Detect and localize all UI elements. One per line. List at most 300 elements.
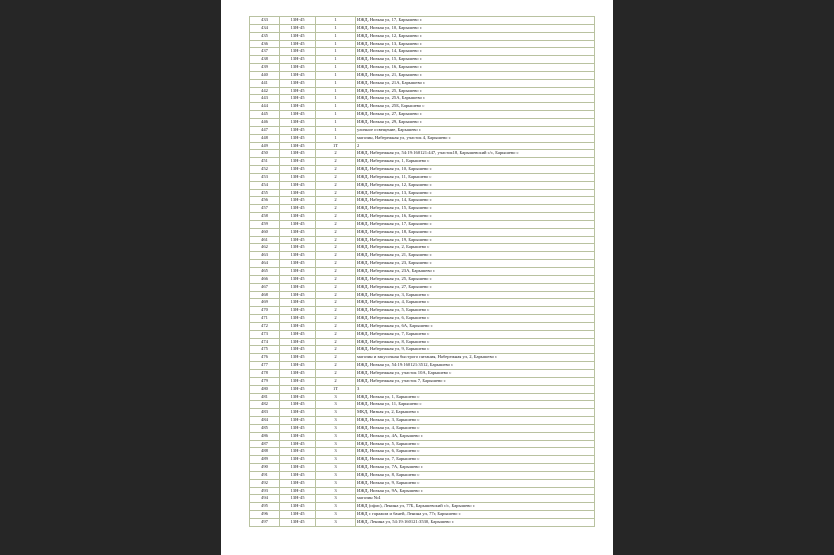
table-row: [250, 197, 595, 205]
line-number-cell: 3: [316, 393, 356, 401]
feeder-code-cell: 13Н-45: [280, 354, 316, 362]
row-number-cell: 457: [250, 205, 280, 213]
row-number-cell: 437: [250, 48, 280, 56]
address-cell: ИЖД с гаражом и баней, Ленина ул, 77г, Барышево с: [356, 511, 595, 519]
feeder-code-cell: 13Н-45: [280, 126, 316, 134]
line-number-cell: 1: [316, 134, 356, 142]
address-cell: ИЖД, Набережная ул, 19, Барышево с: [356, 236, 595, 244]
feeder-code-cell: 13Н-45: [280, 291, 316, 299]
table-row: [250, 479, 595, 487]
row-number-cell: 436: [250, 40, 280, 48]
line-number-cell: 2: [316, 236, 356, 244]
row-number-cell: 473: [250, 330, 280, 338]
address-cell: ИЖД, Набережная ул, 13, Барышево с: [356, 189, 595, 197]
row-number-cell: 451: [250, 158, 280, 166]
feeder-code-cell: 13Н-45: [280, 252, 316, 260]
feeder-code-cell: 13Н-45: [280, 338, 316, 346]
line-number-cell: 3: [316, 417, 356, 425]
address-cell: ИЖД, Набережная ул, 21, Барышево с: [356, 252, 595, 260]
feeder-code-cell: 13Н-45: [280, 511, 316, 519]
address-cell: магазин, Набережная ул, участок 4, Барышево с: [356, 134, 595, 142]
feeder-code-cell: 13Н-45: [280, 299, 316, 307]
row-number-cell: 486: [250, 432, 280, 440]
table-row: [250, 471, 595, 479]
line-number-cell: 2: [316, 283, 356, 291]
line-number-cell: 1Т: [316, 142, 356, 150]
address-cell: ИЖД, Низкая ул, 9, Барышево с: [356, 479, 595, 487]
table-row: [250, 56, 595, 64]
address-cell: ИЖД, Низкая ул, 17, Барышево с: [356, 17, 595, 25]
feeder-code-cell: 13Н-45: [280, 166, 316, 174]
line-number-cell: 2: [316, 315, 356, 323]
line-number-cell: 3: [316, 456, 356, 464]
line-number-cell: 2: [316, 158, 356, 166]
line-number-cell: 2: [316, 338, 356, 346]
address-cell: ИЖД, Набережная ул, 23А, Барышево с: [356, 268, 595, 276]
table-row: [250, 173, 595, 181]
table-row: [250, 495, 595, 503]
line-number-cell: 3: [316, 448, 356, 456]
row-number-cell: 471: [250, 315, 280, 323]
row-number-cell: 470: [250, 307, 280, 315]
row-number-cell: 454: [250, 181, 280, 189]
feeder-code-cell: 13Н-45: [280, 103, 316, 111]
line-number-cell: 2: [316, 291, 356, 299]
feeder-code-cell: 13Н-45: [280, 40, 316, 48]
line-number-cell: 1: [316, 95, 356, 103]
table-row: [250, 118, 595, 126]
address-cell: ИЖД, Набережная ул, 4, Барышево с: [356, 299, 595, 307]
line-number-cell: 2: [316, 197, 356, 205]
row-number-cell: 497: [250, 519, 280, 527]
table-row: [250, 236, 595, 244]
row-number-cell: 446: [250, 118, 280, 126]
address-cell: ИЖД, Набережная ул, 54:19:160121:447, участок18, Барышевский с/с, Барышево с: [356, 150, 595, 158]
feeder-code-cell: 13Н-45: [280, 17, 316, 25]
table-row: [250, 464, 595, 472]
row-number-cell: 458: [250, 213, 280, 221]
table-row: [250, 519, 595, 527]
line-number-cell: 1: [316, 87, 356, 95]
row-number-cell: 479: [250, 377, 280, 385]
table-row: [250, 24, 595, 32]
line-number-cell: 2: [316, 268, 356, 276]
line-number-cell: 1: [316, 111, 356, 119]
feeder-code-cell: 13Н-45: [280, 519, 316, 527]
feeder-code-cell: 13Н-45: [280, 385, 316, 393]
address-cell: ИЖД, Набережная ул, 23, Барышево с: [356, 260, 595, 268]
line-number-cell: 2: [316, 181, 356, 189]
line-number-cell: 1: [316, 56, 356, 64]
feeder-code-cell: 13Н-45: [280, 48, 316, 56]
table-row: [250, 244, 595, 252]
line-number-cell: 2: [316, 173, 356, 181]
row-number-cell: 434: [250, 24, 280, 32]
table-row: [250, 260, 595, 268]
feeder-code-cell: 13Н-45: [280, 150, 316, 158]
row-number-cell: 455: [250, 189, 280, 197]
address-cell: ИЖД, Набережная ул, 12, Барышево с: [356, 181, 595, 189]
line-number-cell: 2: [316, 369, 356, 377]
line-number-cell: 3: [316, 495, 356, 503]
table-row: [250, 346, 595, 354]
line-number-cell: 2: [316, 275, 356, 283]
row-number-cell: 467: [250, 283, 280, 291]
row-number-cell: 493: [250, 487, 280, 495]
address-cell: ИЖД, Низкая ул, 5, Барышево с: [356, 440, 595, 448]
row-number-cell: 474: [250, 338, 280, 346]
line-number-cell: 3: [316, 432, 356, 440]
table-row: [250, 40, 595, 48]
address-cell: ИЖД, Набережная ул, 11, Барышево с: [356, 173, 595, 181]
table-row: [250, 315, 595, 323]
line-number-cell: 3: [316, 440, 356, 448]
line-number-cell: 3: [316, 487, 356, 495]
address-cell: уличное освещение, Барышево с: [356, 126, 595, 134]
line-number-cell: 1: [316, 24, 356, 32]
feeder-code-cell: 13Н-45: [280, 440, 316, 448]
feeder-code-cell: 13Н-45: [280, 464, 316, 472]
line-number-cell: 1: [316, 64, 356, 72]
row-number-cell: 483: [250, 409, 280, 417]
line-number-cell: 1: [316, 48, 356, 56]
feeder-code-cell: 13Н-45: [280, 79, 316, 87]
row-number-cell: 495: [250, 503, 280, 511]
table-row: [250, 268, 595, 276]
feeder-code-cell: 13Н-45: [280, 111, 316, 119]
table-row: [250, 158, 595, 166]
address-cell: ИЖД, Набережная ул, 5, Барышево с: [356, 307, 595, 315]
line-number-cell: 3: [316, 479, 356, 487]
feeder-code-cell: 13Н-45: [280, 220, 316, 228]
table-row: [250, 71, 595, 79]
table-row: [250, 150, 595, 158]
feeder-code-cell: 13Н-45: [280, 432, 316, 440]
feeder-code-cell: 13Н-45: [280, 24, 316, 32]
feeder-code-cell: 13Н-45: [280, 142, 316, 150]
row-number-cell: 440: [250, 71, 280, 79]
address-cell: ИЖД, Низкая ул, 4А, Барышево с: [356, 432, 595, 440]
row-number-cell: 463: [250, 252, 280, 260]
feeder-code-cell: 13Н-45: [280, 503, 316, 511]
address-cell: ИЖД, Низкая ул, 21, Барышево с: [356, 71, 595, 79]
address-cell: ИЖД, Набережная ул, 18, Барышево с: [356, 228, 595, 236]
document-page: [221, 0, 613, 555]
feeder-code-cell: 13Н-45: [280, 197, 316, 205]
address-cell: ИЖД, Набережная ул, 1, Барышево с: [356, 158, 595, 166]
table-row: [250, 126, 595, 134]
line-number-cell: 1: [316, 103, 356, 111]
table-row: [250, 401, 595, 409]
address-cell: ИЖД, Набережная ул, 6, Барышево с: [356, 315, 595, 323]
line-number-cell: 2: [316, 362, 356, 370]
table-row: [250, 48, 595, 56]
table-row: [250, 511, 595, 519]
row-number-cell: 490: [250, 464, 280, 472]
feeder-code-cell: 13Н-45: [280, 205, 316, 213]
table-row: [250, 417, 595, 425]
line-number-cell: 3: [316, 401, 356, 409]
row-number-cell: 487: [250, 440, 280, 448]
address-table: [249, 16, 595, 527]
table-row: [250, 95, 595, 103]
address-cell: ИЖД, Низкая ул, 14, Барышево с: [356, 48, 595, 56]
feeder-code-cell: 13Н-45: [280, 173, 316, 181]
row-number-cell: 449: [250, 142, 280, 150]
row-number-cell: 469: [250, 299, 280, 307]
feeder-code-cell: 13Н-45: [280, 87, 316, 95]
feeder-code-cell: 13Н-45: [280, 362, 316, 370]
address-cell: ИЖД, Низкая ул, 3, Барышево с: [356, 417, 595, 425]
table-row: [250, 291, 595, 299]
row-number-cell: 453: [250, 173, 280, 181]
row-number-cell: 461: [250, 236, 280, 244]
feeder-code-cell: 13Н-45: [280, 377, 316, 385]
row-number-cell: 485: [250, 424, 280, 432]
line-number-cell: 3: [316, 503, 356, 511]
table-row: [250, 432, 595, 440]
table-row: [250, 220, 595, 228]
row-number-cell: 492: [250, 479, 280, 487]
table-row: [250, 322, 595, 330]
table-row: [250, 409, 595, 417]
line-number-cell: 2: [316, 166, 356, 174]
table-row: [250, 181, 595, 189]
row-number-cell: 496: [250, 511, 280, 519]
row-number-cell: 475: [250, 346, 280, 354]
address-cell: ИЖД, Низкая ул, 29, Барышево с: [356, 118, 595, 126]
line-number-cell: 3: [316, 519, 356, 527]
feeder-code-cell: 13Н-45: [280, 189, 316, 197]
feeder-code-cell: 13Н-45: [280, 315, 316, 323]
feeder-code-cell: 13Н-45: [280, 330, 316, 338]
feeder-code-cell: 13Н-45: [280, 479, 316, 487]
table-row: [250, 377, 595, 385]
feeder-code-cell: 13Н-45: [280, 417, 316, 425]
address-cell: ИЖД, Набережная ул, 2, Барышево с: [356, 244, 595, 252]
line-number-cell: 2: [316, 377, 356, 385]
line-number-cell: 2: [316, 322, 356, 330]
line-number-cell: 2: [316, 354, 356, 362]
line-number-cell: 2: [316, 189, 356, 197]
line-number-cell: 3: [316, 409, 356, 417]
row-number-cell: 460: [250, 228, 280, 236]
table-row: [250, 487, 595, 495]
address-cell: ИЖД, Набережная ул, 14, Барышево с: [356, 197, 595, 205]
row-number-cell: 489: [250, 456, 280, 464]
line-number-cell: 1Т: [316, 385, 356, 393]
row-number-cell: 459: [250, 220, 280, 228]
row-number-cell: 488: [250, 448, 280, 456]
feeder-code-cell: 13Н-45: [280, 307, 316, 315]
feeder-code-cell: 13Н-45: [280, 456, 316, 464]
address-cell: ИЖД, Низкая ул, 11, Барышево с: [356, 401, 595, 409]
row-number-cell: 491: [250, 471, 280, 479]
table-row: [250, 338, 595, 346]
row-number-cell: 450: [250, 150, 280, 158]
table-row: [250, 228, 595, 236]
address-cell: ИЖД, Низкая ул, 1, Барышево с: [356, 393, 595, 401]
address-cell: ИЖД, Набережная ул, участок 7, Барышево с: [356, 377, 595, 385]
row-number-cell: 481: [250, 393, 280, 401]
address-cell: ИЖД, Набережная ул, 10, Барышево с: [356, 166, 595, 174]
row-number-cell: 464: [250, 260, 280, 268]
address-cell: ИЖД, Набережная ул, 7, Барышево с: [356, 330, 595, 338]
row-number-cell: 465: [250, 268, 280, 276]
feeder-code-cell: 13Н-45: [280, 244, 316, 252]
feeder-code-cell: 13Н-45: [280, 268, 316, 276]
address-cell: ИЖД, Низкая ул, 12, Барышево с: [356, 32, 595, 40]
address-cell: ИЖД, Низкая ул, 25, Барышево с: [356, 87, 595, 95]
table-row: [250, 354, 595, 362]
feeder-code-cell: 13Н-45: [280, 56, 316, 64]
address-cell: ИЖД, Низкая ул, 16, Барышево с: [356, 64, 595, 72]
row-number-cell: 468: [250, 291, 280, 299]
row-number-cell: 494: [250, 495, 280, 503]
table-row: [250, 103, 595, 111]
row-number-cell: 466: [250, 275, 280, 283]
line-number-cell: 2: [316, 213, 356, 221]
address-cell: ИЖД, Низкая ул, 4, Барышево с: [356, 424, 595, 432]
feeder-code-cell: 13Н-45: [280, 71, 316, 79]
row-number-cell: 444: [250, 103, 280, 111]
row-number-cell: 452: [250, 166, 280, 174]
table-row: [250, 362, 595, 370]
table-row: [250, 440, 595, 448]
address-cell: ИЖД, Набережная ул, 16, Барышево с: [356, 213, 595, 221]
feeder-code-cell: 13Н-45: [280, 95, 316, 103]
feeder-code-cell: 13Н-45: [280, 213, 316, 221]
feeder-code-cell: 13Н-45: [280, 346, 316, 354]
row-number-cell: 448: [250, 134, 280, 142]
table-row: [250, 307, 595, 315]
row-number-cell: 478: [250, 369, 280, 377]
table-row: [250, 17, 595, 25]
table-row: [250, 424, 595, 432]
line-number-cell: 3: [316, 464, 356, 472]
line-number-cell: 2: [316, 228, 356, 236]
table-row: [250, 189, 595, 197]
line-number-cell: 3: [316, 511, 356, 519]
line-number-cell: 3: [316, 471, 356, 479]
feeder-code-cell: 13Н-45: [280, 236, 316, 244]
feeder-code-cell: 13Н-45: [280, 158, 316, 166]
row-number-cell: 456: [250, 197, 280, 205]
table-row: [250, 275, 595, 283]
table-row: [250, 283, 595, 291]
address-cell: МКД, Низкая ул, 2, Барышево с: [356, 409, 595, 417]
line-number-cell: 2: [316, 150, 356, 158]
row-number-cell: 438: [250, 56, 280, 64]
address-cell: магазин и закусочная быстрого питания, Набережная ул, 2, Барышево с: [356, 354, 595, 362]
table-row: [250, 393, 595, 401]
line-number-cell: 1: [316, 40, 356, 48]
line-number-cell: 2: [316, 205, 356, 213]
table-row: [250, 330, 595, 338]
row-number-cell: 477: [250, 362, 280, 370]
address-cell: ИЖД, Низкая ул, 13, Барышево с: [356, 40, 595, 48]
line-number-cell: 2: [316, 307, 356, 315]
address-cell: ИЖД, Низкая ул, 15, Барышево с: [356, 56, 595, 64]
table-row: [250, 252, 595, 260]
table-row: [250, 385, 595, 393]
feeder-code-cell: 13Н-45: [280, 495, 316, 503]
line-number-cell: 2: [316, 330, 356, 338]
line-number-cell: 1: [316, 79, 356, 87]
table-row: [250, 213, 595, 221]
feeder-code-cell: 13Н-45: [280, 401, 316, 409]
row-number-cell: 476: [250, 354, 280, 362]
feeder-code-cell: 13Н-45: [280, 64, 316, 72]
address-cell: ИЖД, Набережная ул, 3, Барышево с: [356, 291, 595, 299]
address-cell: ИЖД, Низкая ул, 25Б, Барышево с: [356, 103, 595, 111]
address-cell: 2: [356, 142, 595, 150]
address-cell: ИЖД, Низкая ул, 27, Барышево с: [356, 111, 595, 119]
table-row: [250, 142, 595, 150]
table-row: [250, 205, 595, 213]
address-cell: ИЖД (офис), Ленина ул, 77Б, Барышевский с/с, Барышево с: [356, 503, 595, 511]
feeder-code-cell: 13Н-45: [280, 487, 316, 495]
table-row: [250, 32, 595, 40]
feeder-code-cell: 13Н-45: [280, 409, 316, 417]
address-cell: ИЖД, Низкая ул, 21А, Барышево с: [356, 79, 595, 87]
address-table-body: [250, 17, 595, 527]
address-cell: ИЖД, Низкая ул, 54:19:160121:3512, Барышево с: [356, 362, 595, 370]
address-cell: ИЖД, Набережная ул, 17, Барышево с: [356, 220, 595, 228]
row-number-cell: 441: [250, 79, 280, 87]
row-number-cell: 447: [250, 126, 280, 134]
feeder-code-cell: 13Н-45: [280, 424, 316, 432]
feeder-code-cell: 13Н-45: [280, 181, 316, 189]
table-row: [250, 64, 595, 72]
table-row: [250, 299, 595, 307]
address-cell: ИЖД, Набережная ул, 27, Барышево с: [356, 283, 595, 291]
address-cell: магазин №4: [356, 495, 595, 503]
address-cell: ИЖД, Набережная ул, участок 10А, Барышево с: [356, 369, 595, 377]
feeder-code-cell: 13Н-45: [280, 32, 316, 40]
address-cell: ИЖД, Низкая ул, 8, Барышево с: [356, 471, 595, 479]
row-number-cell: 484: [250, 417, 280, 425]
line-number-cell: 1: [316, 118, 356, 126]
address-cell: ИЖД, Низкая ул, 6, Барышево с: [356, 448, 595, 456]
feeder-code-cell: 13Н-45: [280, 471, 316, 479]
feeder-code-cell: 13Н-45: [280, 275, 316, 283]
feeder-code-cell: 13Н-45: [280, 134, 316, 142]
line-number-cell: 2: [316, 260, 356, 268]
line-number-cell: 2: [316, 252, 356, 260]
address-cell: ИЖД, Низкая ул, 25А, Барышево с: [356, 95, 595, 103]
row-number-cell: 442: [250, 87, 280, 95]
address-cell: ИЖД, Набережная ул, 9, Барышево с: [356, 346, 595, 354]
row-number-cell: 439: [250, 64, 280, 72]
feeder-code-cell: 13Н-45: [280, 448, 316, 456]
line-number-cell: 2: [316, 244, 356, 252]
row-number-cell: 445: [250, 111, 280, 119]
address-cell: ИЖД, Набережная ул, 15, Барышево с: [356, 205, 595, 213]
feeder-code-cell: 13Н-45: [280, 322, 316, 330]
line-number-cell: 1: [316, 71, 356, 79]
row-number-cell: 435: [250, 32, 280, 40]
line-number-cell: 3: [316, 424, 356, 432]
feeder-code-cell: 13Н-45: [280, 369, 316, 377]
line-number-cell: 1: [316, 126, 356, 134]
table-row: [250, 79, 595, 87]
feeder-code-cell: 13Н-45: [280, 393, 316, 401]
line-number-cell: 2: [316, 299, 356, 307]
table-row: [250, 134, 595, 142]
feeder-code-cell: 13Н-45: [280, 283, 316, 291]
table-row: [250, 111, 595, 119]
